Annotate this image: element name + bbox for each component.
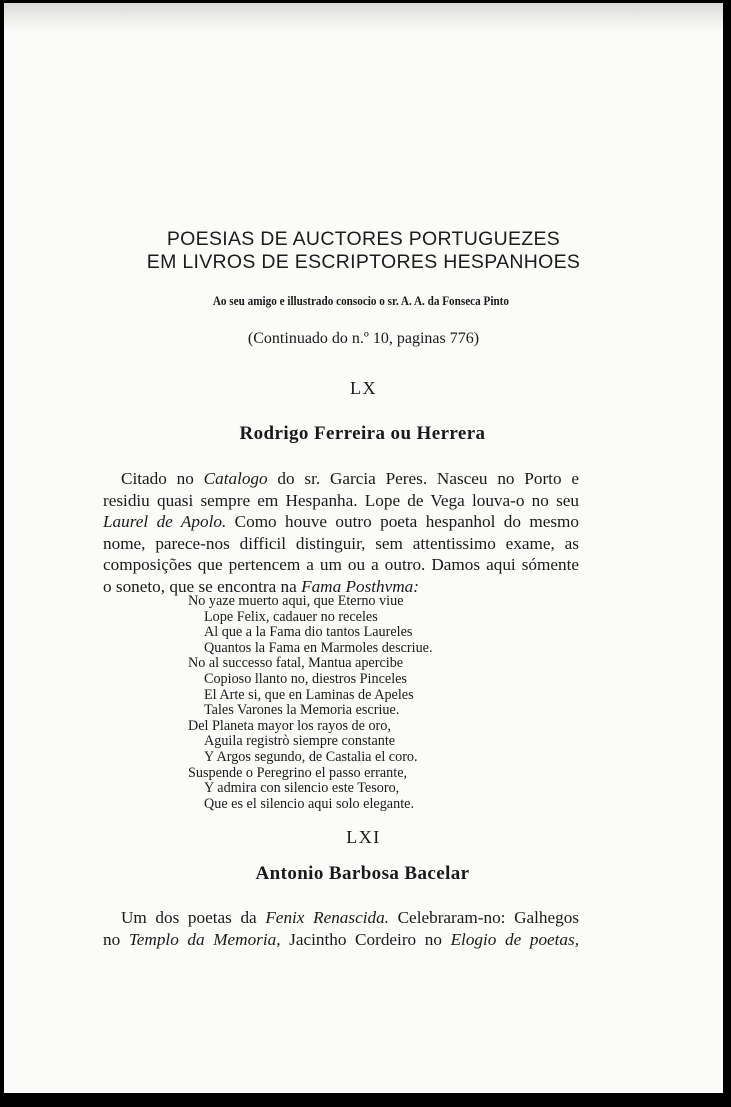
paragraph-line: no Templo da Memoria, Jacintho Cordeiro no Elogio de poetas, xyxy=(103,929,580,949)
dedication: Ao seu amigo e illustrado consocio o sr. A. A. da Fonseca Pinto xyxy=(212,293,510,308)
section-numeral-lx: LX xyxy=(350,378,377,398)
sonnet-verse: Que es el silencio aqui solo elegante. xyxy=(204,795,414,812)
paragraph-line: Laurel de Apolo. Como houve outro poeta hespanhol do mesmo xyxy=(103,512,579,532)
document-page xyxy=(4,3,723,1093)
sonnet xyxy=(188,594,488,812)
scan-border-bottom xyxy=(0,1093,731,1107)
paragraph-line: residiu quasi sempre em Hespanha. Lope de Vega louva-o no seu xyxy=(103,490,579,510)
sonnet-verse: No al successo fatal, Mantua apercibe xyxy=(188,655,404,672)
sonnet-verse: El Arte si, que en Laminas de Apeles xyxy=(204,686,414,703)
paragraph-rodrigo-ferreira xyxy=(103,468,579,598)
paragraph-line: Um dos poetas da Fenix Renascida. Celebraram-no: Galhegos xyxy=(121,908,579,927)
sonnet-verse: Al que a la Fama dio tantos Laureles xyxy=(204,624,413,641)
paragraph-line: o soneto, que se encontra na Fama Posthvma: xyxy=(103,576,419,596)
sonnet-verse: Tales Varones la Memoria escriue. xyxy=(204,702,400,719)
sonnet-verse: Aguila registrò siempre constante xyxy=(204,733,396,750)
sonnet-verse: Copioso llanto no, diestros Pinceles xyxy=(204,670,407,687)
continuation-note: (Continuado do n.º 10, paginas 776) xyxy=(247,330,480,347)
scan-border-right xyxy=(723,0,731,1107)
paragraph-line: composições que pertencem a um ou a outro. Damos aqui sómente xyxy=(103,555,579,575)
sonnet-verse: Suspende o Peregrino el passo errante, xyxy=(188,764,408,781)
sonnet-verse: Del Planeta mayor los rayos de oro, xyxy=(188,717,391,734)
section-numeral-lxi: LXI xyxy=(346,827,381,847)
sonnet-verse: Lope Felix, cadauer no receles xyxy=(204,608,378,625)
paragraph-antonio-barbosa xyxy=(103,907,579,950)
section-heading-rodrigo-ferreira: Rodrigo Ferreira ou Herrera xyxy=(239,423,486,444)
title-line-2: EM LIVROS DE ESCRIPTORES HESPANHOES xyxy=(146,251,581,273)
section-heading-antonio-barbosa: Antonio Barbosa Bacelar xyxy=(255,863,470,884)
paragraph-line: nome, parece-nos difficil distinguir, sem attentissimo exame, as xyxy=(103,533,579,553)
sonnet-verse: Y admira con silencio este Tesoro, xyxy=(204,780,400,797)
sonnet-verse: Y Argos segundo, de Castalia el coro. xyxy=(204,748,418,765)
title-line-1: POESIAS DE AUCTORES PORTUGUEZES xyxy=(166,228,561,250)
sonnet-verse: Quantos la Fama en Marmoles descriue. xyxy=(204,639,433,656)
paragraph-line: Citado no Catalogo do sr. Garcia Peres. Nasceu no Porto e xyxy=(121,469,579,488)
sonnet-verse: No yaze muerto aqui, que Eterno viue xyxy=(188,593,404,609)
